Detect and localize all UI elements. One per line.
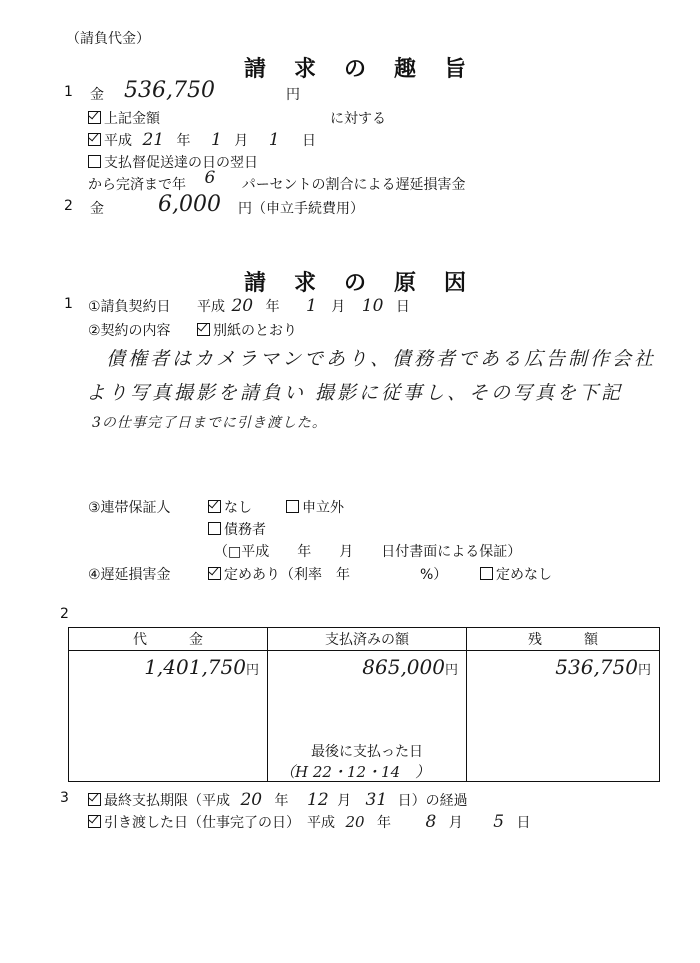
option-above-suffix: に対する [330,111,386,127]
checkbox-guarantor-none[interactable] [208,500,221,513]
payment-table-row [69,651,660,782]
cell-price [69,651,268,782]
claim-item-2-number: 2 [64,198,73,214]
late-damages-yes-option: 定めあり（利率 年 %） [208,564,447,584]
narrative-line-2: より写真撮影を請負い 撮影に従事し、その写真を下記 [86,382,624,404]
paid-value: 865,000円 [362,655,458,679]
deadline-day: 31 [365,790,388,810]
late-damages-label: ④遅延損害金 [88,567,171,583]
deadline-month: 12 [307,790,329,810]
date-month: 1 [211,130,222,150]
header-balance: 残 額 [467,628,660,651]
claim-amount-1: 536,750 [124,78,215,103]
last-paid-date: （H 22・12・14 ） [280,763,431,781]
delivery-month: 8 [425,812,437,832]
checkbox-date[interactable] [88,133,101,146]
section-title-cause: 請求の原因 [244,271,495,296]
header-price: 代 金 [69,628,268,651]
guarantor-written-note: （□平成 年 月 日付書面による保証） [214,544,522,560]
header-paid: 支払済みの額 [268,628,467,651]
claim-item-1-number: 1 [64,84,73,100]
contract-year: 20 [231,296,254,316]
payment-table-header-row [69,628,660,651]
payment-table [68,627,660,782]
checkbox-deadline[interactable] [88,793,101,806]
document-category: （請負代金） [66,31,150,47]
cause-item-1-number: 1 [64,296,73,312]
delivery-day: 5 [493,812,505,832]
narrative-line-3: 3の仕事完了日までに引き渡した。 [92,415,327,431]
narrative-line-1: 債権者はカメラマンであり、債務者である広告制作会社 [106,348,657,370]
claim-amount-2-suffix: 円（申立手続費用） [238,201,364,217]
section-title-claim: 請求の趣旨 [244,57,495,82]
guarantor-none-option: なし [208,497,252,517]
claim-item-2-label: 金 [90,201,104,217]
claim-amount-2: 6,000 [158,192,221,217]
contract-content-line: ②契約の内容 別紙のとおり [88,323,298,339]
date-year: 21 [142,130,165,150]
contract-date-line: ①請負契約日 平成 20 年 1 月 10 日 [88,296,410,316]
cause-item-3-number: 3 [60,790,69,806]
guarantor-label: ③連帯保証人 [88,500,171,516]
checkbox-above-amount[interactable] [88,111,101,124]
interest-rate-value: 6 [204,168,216,188]
checkbox-guarantor-outside[interactable] [286,500,299,513]
checkbox-guarantor-debtor[interactable] [208,522,221,535]
interest-rate-line: から完済まで年 6 パーセントの割合による遅延損害金 [88,168,466,193]
last-paid-label: 最後に支払った日 [311,744,423,760]
price-value: 1,401,750円 [144,655,259,679]
deadline-year: 20 [240,790,263,810]
option-above-amount: 上記金額 [88,108,160,128]
cause-item-2-number: 2 [60,606,69,622]
guarantor-debtor-option: 債務者 [208,519,266,539]
delivery-year: 20 [345,813,365,831]
cell-balance [467,651,660,782]
late-damages-no-option: 定めなし [480,564,552,584]
deadline-line: 最終支払期限（平成 20 年 12 月 31 日）の経過 [88,790,468,810]
guarantor-outside-option: 申立外 [286,497,344,517]
delivery-line: 引き渡した日（仕事完了の日） 平成 20 年 8 月 5 日 [88,812,530,832]
checkbox-delivery[interactable] [88,815,101,828]
checkbox-late-no[interactable] [480,567,493,580]
checkbox-demand-date[interactable] [88,155,101,168]
cell-paid [268,651,467,782]
date-day: 1 [268,130,280,150]
option-date: 平成 21 年 1 月 1 日 [88,130,316,150]
option-demand-date: 支払督促送達の日の翌日 [88,152,258,172]
balance-value: 536,750円 [555,655,651,679]
checkbox-attached-sheet[interactable] [197,323,210,336]
contract-month: 1 [306,296,317,316]
claim-amount-1-unit: 円 [286,87,300,103]
contract-day: 10 [361,296,384,316]
checkbox-late-yes[interactable] [208,567,221,580]
claim-item-1-label: 金 [90,87,104,103]
